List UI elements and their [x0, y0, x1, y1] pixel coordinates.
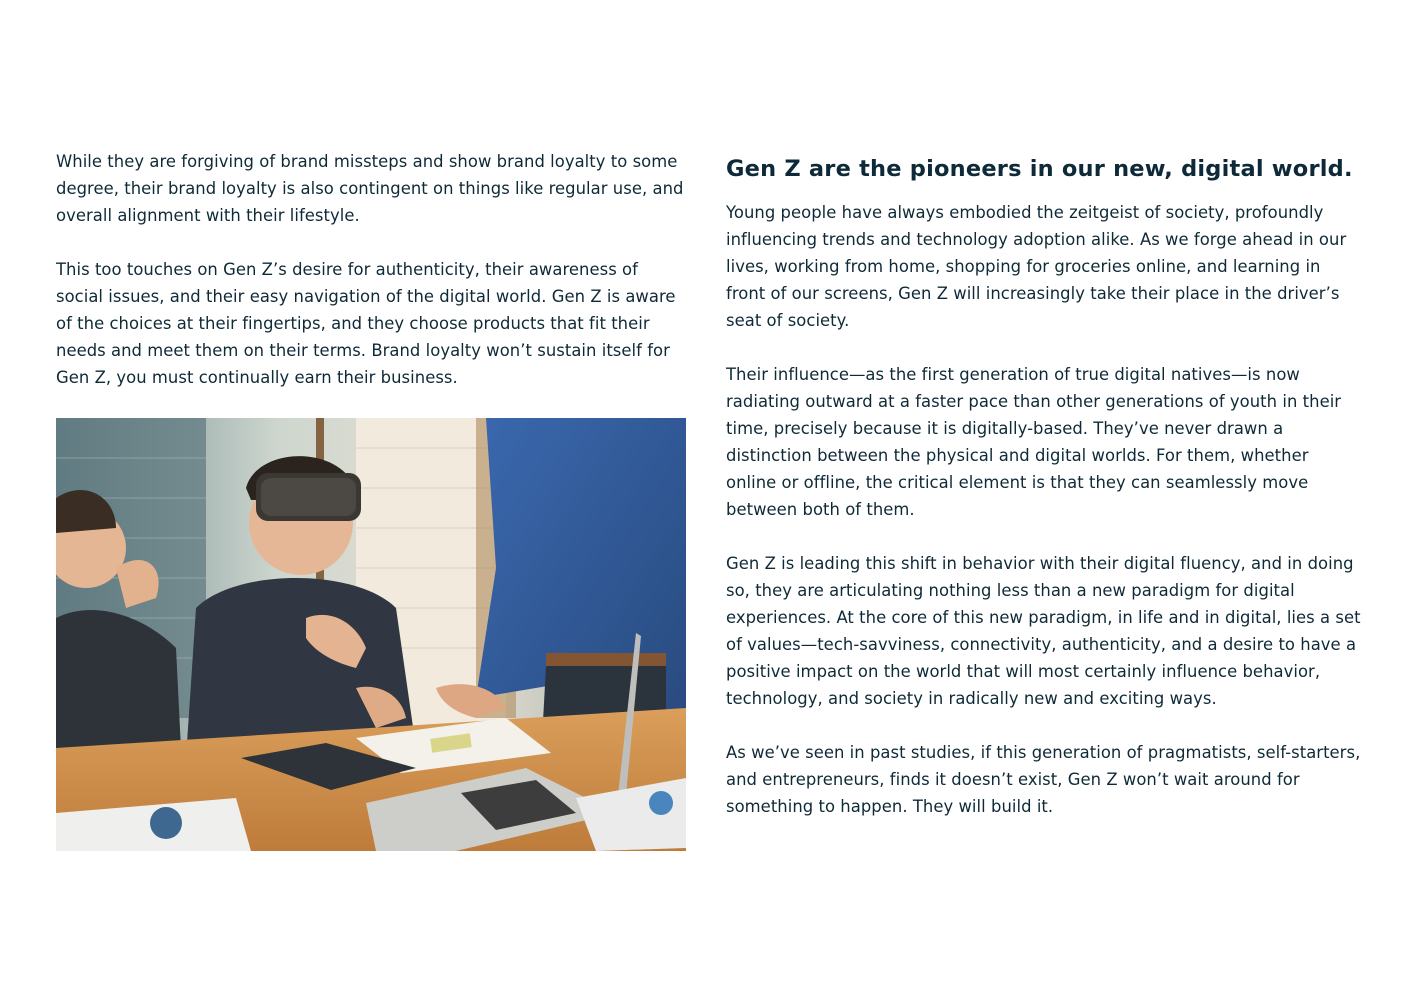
right-column: [726, 148, 1362, 847]
left-paragraph-2: This too touches on Gen Z’s desire for authenticity, their awareness of social issues, and their easy navigation of the digital world. Gen Z is aware of the choices at their fingertips, and they choose products that fit their needs and meet them on their terms. Brand loyalty won’t sustain itself for Gen Z, you must continually earn their business.: [56, 260, 676, 387]
vr-meeting-photo: [56, 418, 686, 851]
left-column: [56, 148, 686, 418]
section-heading: Gen Z are the pioneers in our new, digital world.: [726, 156, 1353, 182]
left-paragraph-1: While they are forgiving of brand missteps and show brand loyalty to some degree, their brand loyalty is also contingent on things like regular use, and overall alignment with their lifestyle.: [56, 152, 684, 225]
right-paragraph-3: Gen Z is leading this shift in behavior with their digital fluency, and in doing so, they are articulating nothing less than a new paradigm for digital experiences. At the core of this new paradigm, in life and in digital, lies a set of values—tech-savviness, connectivity, authenticity, and a desire to have a positive impact on the world that will most certainly influence behavior, technology, and society in radically new and exciting ways.: [726, 554, 1361, 708]
right-paragraph-1: Young people have always embodied the zeitgeist of society, profoundly influencing trends and technology adoption alike. As we forge ahead in our lives, working from home, shopping for groceries online, and learning in front of our screens, Gen Z will increasingly take their place in the driver’s seat of society.: [726, 203, 1347, 330]
right-paragraph-4: As we’ve seen in past studies, if this generation of pragmatists, self-starters, and entrepreneurs, finds it doesn’t exist, Gen Z won’t wait around for something to happen. They will build it.: [726, 743, 1361, 816]
right-paragraph-2: Their influence—as the first generation of true digital natives—is now radiating outward at a faster pace than other generations of youth in their time, precisely because it is digitally-based. They’ve never drawn a distinction between the physical and digital worlds. For them, whether online or offline, the critical element is that they can seamlessly move between both of them.: [726, 365, 1342, 519]
